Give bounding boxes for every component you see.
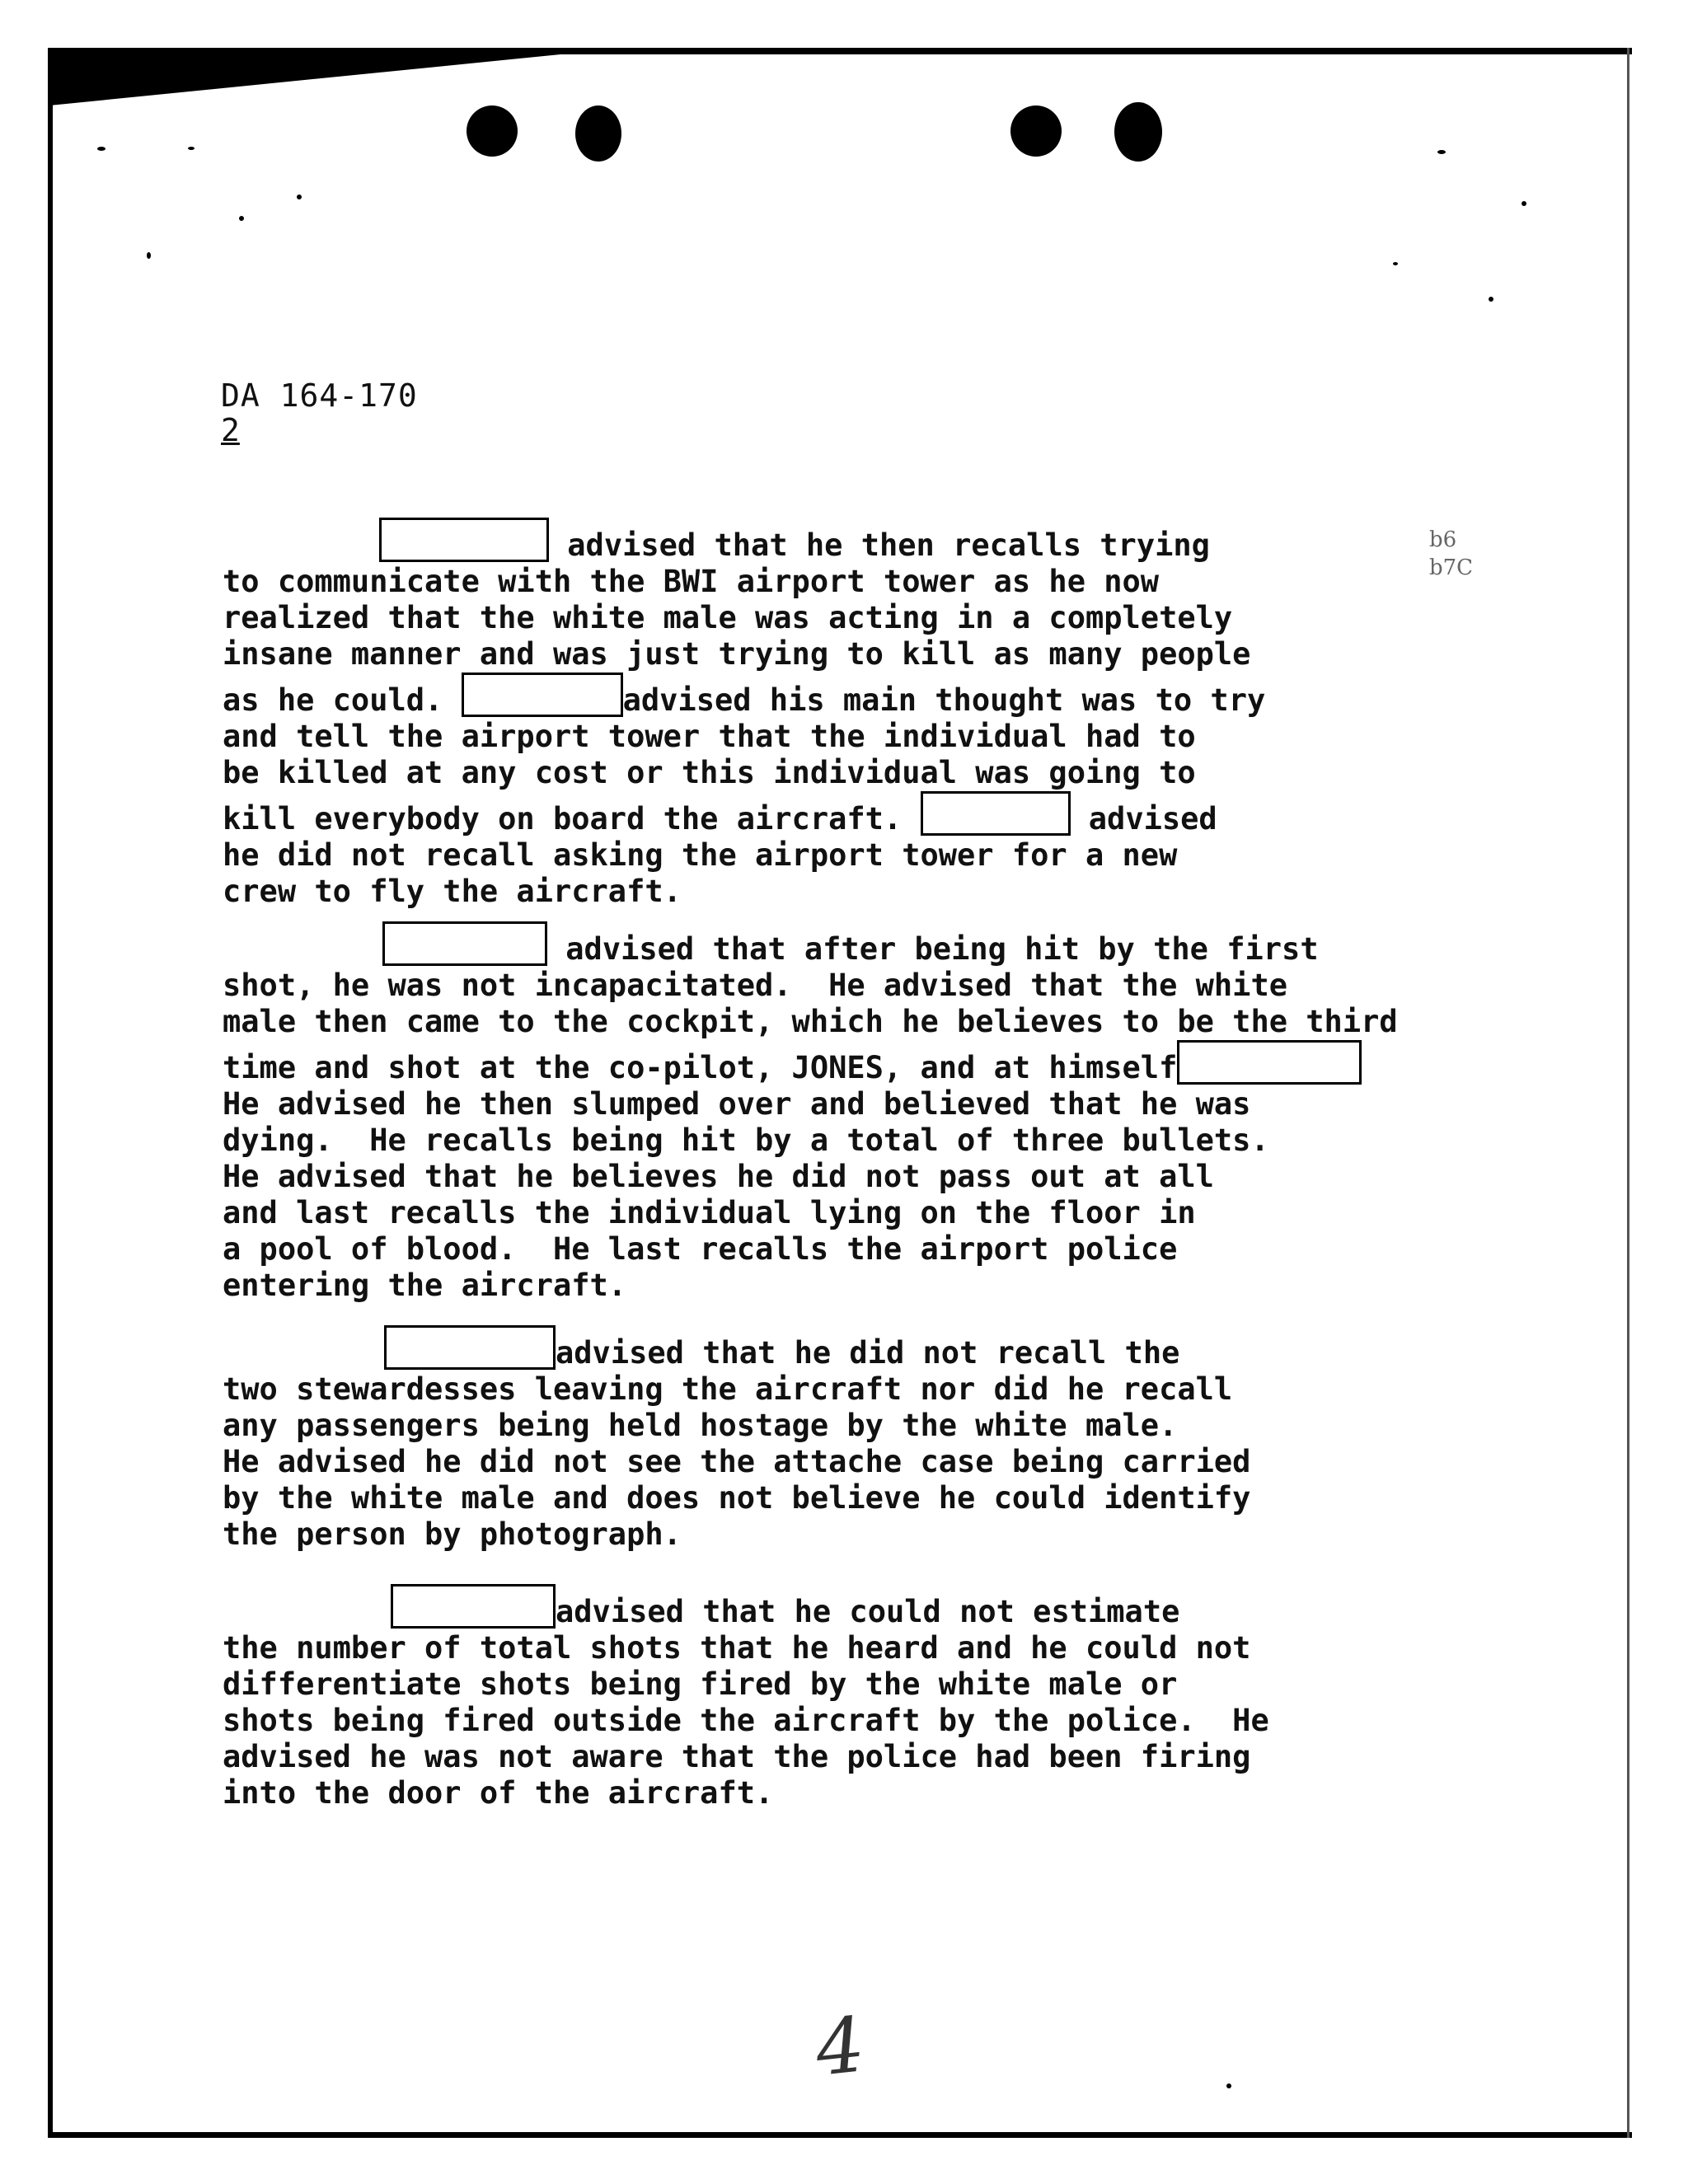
line-text: advised that he then recalls trying [567,527,1210,563]
scan-speck [188,147,195,150]
text-line: He advised that he believes he did not pass out at all [223,1159,1214,1194]
text-line: entering the aircraft. [223,1268,627,1303]
text-line: the person by photograph. [223,1516,682,1552]
punch-hole [467,105,518,157]
scan-speck [1226,2083,1231,2088]
redaction-box [379,518,549,562]
text-line: he did not recall asking the airport tower for a new [223,837,1178,873]
paragraph-2 [223,921,1398,1304]
scan-speck [147,252,151,259]
text-line [223,673,1265,719]
line-text: kill everybody on board the aircraft. [223,801,903,837]
scan-border-bottom [48,2132,1632,2138]
paragraph-4 [223,1584,1269,1811]
line-text: advised that he could not estimate [556,1594,1180,1629]
text-line: insane manner and was just trying to kill as many people [223,636,1251,672]
text-line: any passengers being held hostage by the white male. [223,1408,1178,1443]
scan-speck [1393,262,1398,265]
text-line: the number of total shots that he heard and he could not [223,1630,1251,1666]
text-line: a pool of blood. He last recalls the airport police [223,1231,1178,1267]
text-line: He advised he did not see the attache case being carried [223,1444,1251,1479]
scan-border-wedge [49,48,626,105]
scan-border-left [48,48,53,2138]
scan-speck [239,216,244,221]
line-text: advised that he did not recall the [556,1335,1180,1371]
text-line: into the door of the aircraft. [223,1775,774,1811]
text-line: by the white male and does not believe he could identify [223,1480,1251,1516]
text-line: shots being fired outside the aircraft by the police. He [223,1703,1269,1738]
text-line: crew to fly the aircraft. [223,874,682,909]
redaction-box [384,1325,556,1370]
line-text: time and shot at the co-pilot, JONES, and at himself [223,1050,1178,1085]
line-text: as he could. [223,682,443,718]
text-line [223,1584,1269,1630]
scan-speck [97,147,106,151]
paragraph-3 [223,1325,1250,1553]
text-line: He advised he then slumped over and believed that he was [223,1086,1251,1122]
text-line: shot, he was not incapacitated. He advised that the white [223,968,1288,1003]
text-line [223,1040,1398,1086]
text-line: two stewardesses leaving the aircraft nor did he recall [223,1371,1233,1407]
redaction-box [391,1584,556,1629]
redaction-box [462,673,623,717]
page-indicator: 2 [221,412,240,448]
exemption-code: b7C [1429,555,1474,580]
paragraph-1 [223,518,1265,910]
text-line: to communicate with the BWI airport tower as he now [223,564,1160,599]
line-text: advised his main thought was to try [622,682,1266,718]
text-line [223,791,1265,837]
punch-hole [1010,105,1062,157]
punch-hole [1114,102,1162,162]
line-text: advised that after being hit by the first [565,931,1319,967]
scan-speck [1522,201,1526,206]
line-text: advised [1088,801,1217,837]
redaction-box [921,791,1071,836]
file-number: DA 164-170 [221,377,418,414]
text-line: be killed at any cost or this individual was going to [223,755,1196,790]
scan-speck [297,194,302,199]
text-line: male then came to the cockpit, which he believes to be the third [223,1004,1398,1039]
text-line [223,921,1398,968]
scan-border-right [1627,48,1629,2138]
text-line: realized that the white male was acting in a completely [223,600,1233,635]
exemption-code: b6 [1429,527,1457,552]
text-line: advised he was not aware that the police had been firing [223,1739,1251,1774]
redaction-box [1177,1040,1362,1085]
scan-speck [1437,150,1446,154]
text-line: differentiate shots being fired by the white male or [223,1666,1178,1702]
text-line [223,1325,1250,1371]
text-line: and tell the airport tower that the individual had to [223,719,1196,754]
scan-speck [1489,297,1493,302]
redaction-box [382,921,547,966]
punch-hole [575,105,621,162]
text-line: and last recalls the individual lying on the floor in [223,1195,1196,1230]
text-line: dying. He recalls being hit by a total of three bullets. [223,1122,1269,1158]
handwritten-page-number: 4 [811,2000,869,2093]
text-line [223,518,1265,564]
